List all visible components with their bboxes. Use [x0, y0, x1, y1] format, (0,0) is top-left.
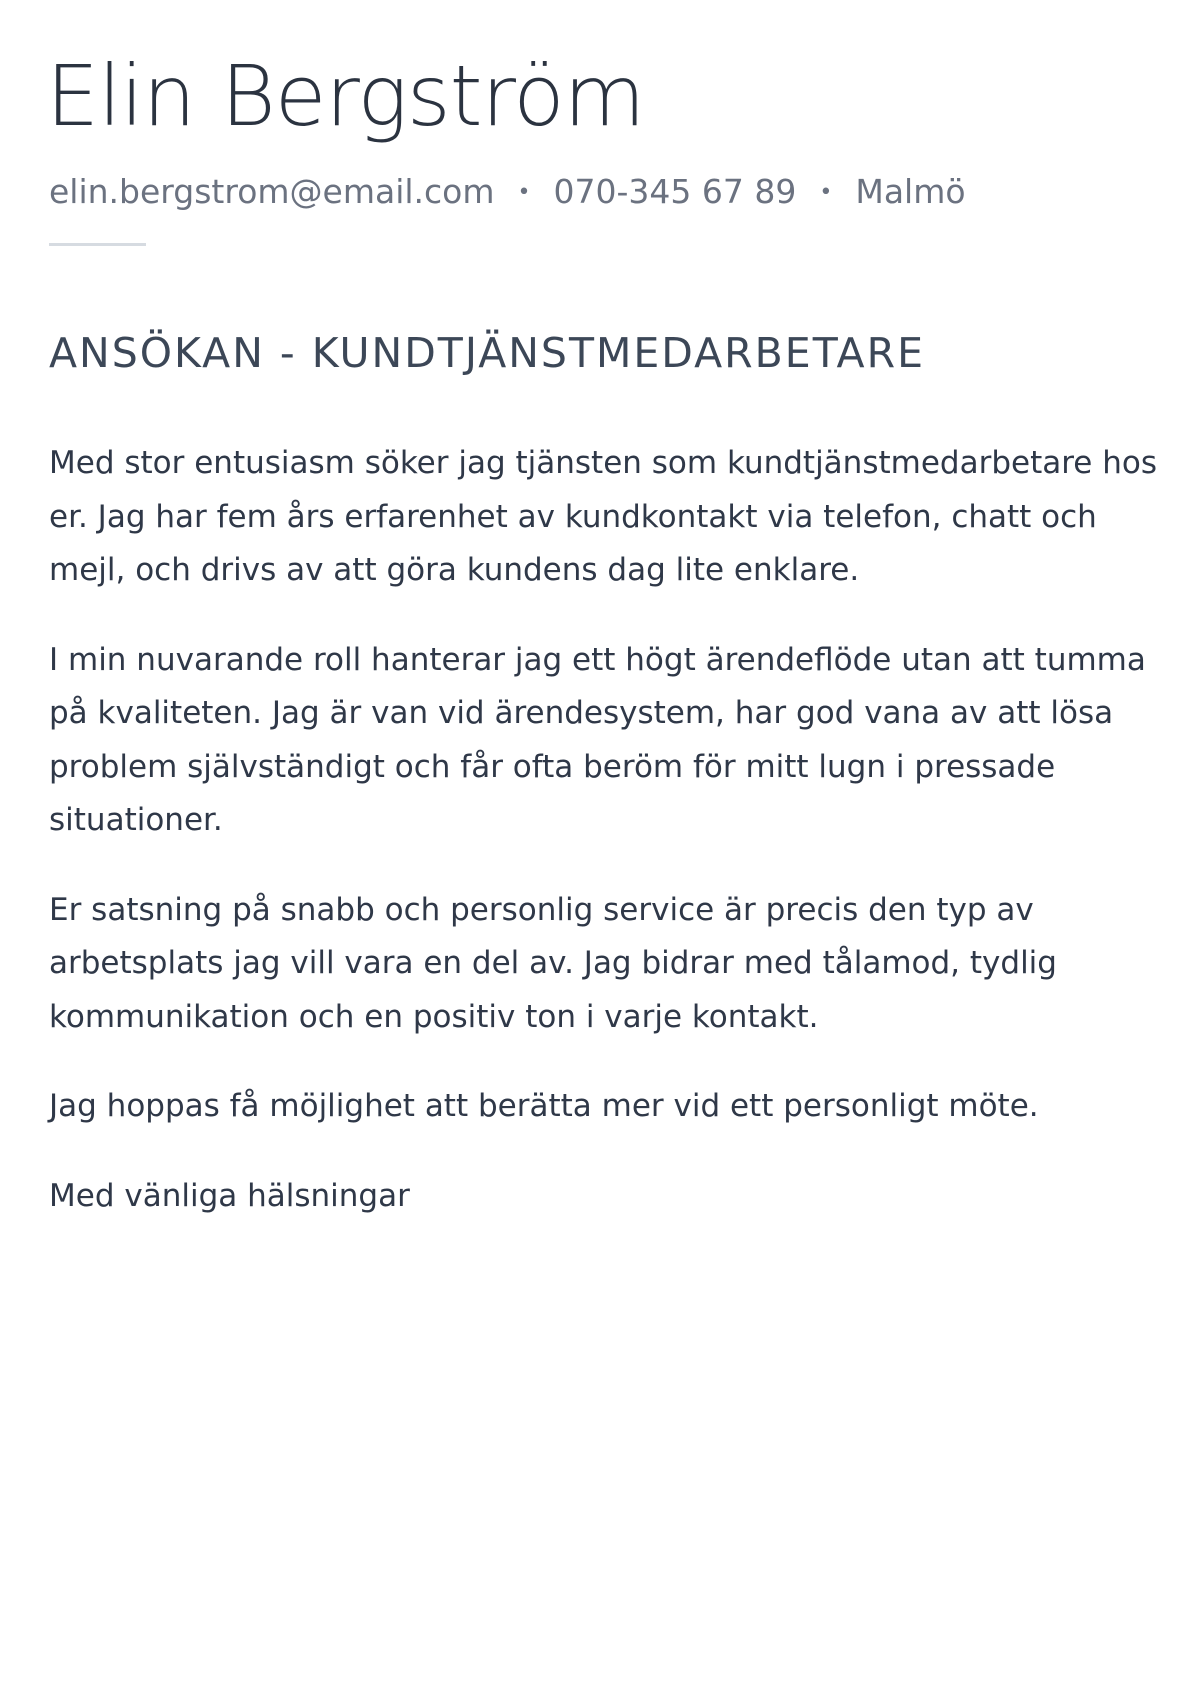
applicant-name: Elin Bergström — [46, 47, 645, 145]
contact-city: Malmö — [855, 172, 966, 211]
letter-paragraph: Jag hoppas få möjlighet att berätta mer vid ett personligt möte. — [49, 1088, 1039, 1124]
letter-paragraph: I min nuvarande roll hanterar jag ett högt ärendeflöde utan att tumma på kvaliteten. Jag är van vid ärendesystem, har god vana av att lösa problem självständigt och får ofta beröm för mitt lugn i pressade situationer. — [49, 641, 1146, 838]
contact-line — [49, 170, 966, 219]
letter-closing: Med vänliga hälsningar — [49, 1177, 410, 1214]
letter-paragraph: Med stor entusiasm söker jag tjänsten som kundtjänstmedarbetare hos er. Jag har fem års erfarenhet av kundkontakt via telefon, chatt och mejl, och drivs av att göra kundens dag lite enklare. — [49, 445, 1157, 588]
contact-separator: • — [517, 180, 531, 205]
letter-paragraph: Er satsning på snabb och personlig service är precis den typ av arbetsplats jag vill vara en del av. Jag bidrar med tålamod, tydlig kommunikation och en positiv ton i varje kontakt. — [49, 891, 1057, 1035]
letter-body — [49, 437, 1159, 1223]
contact-phone: 070-345 67 89 — [553, 172, 797, 211]
contact-separator: • — [819, 180, 833, 205]
contact-email: elin.bergstrom@email.com — [49, 172, 495, 211]
header-divider — [49, 243, 146, 246]
letter-heading: ANSÖKAN - KUNDTJÄNSTMEDARBETARE — [49, 329, 925, 377]
